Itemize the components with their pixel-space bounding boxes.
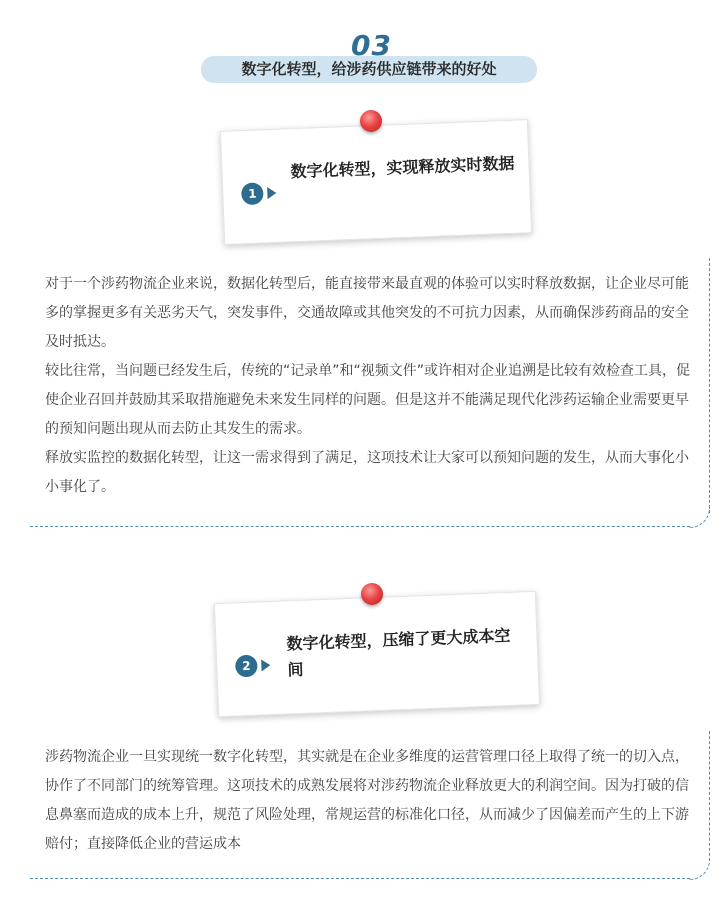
dotted-border-right	[709, 258, 710, 513]
dotted-border-bottom	[30, 526, 690, 527]
number-badge-2: 2	[235, 655, 258, 678]
dotted-border-right	[709, 731, 710, 861]
section-number: 03	[351, 29, 392, 62]
arrow-right-icon	[261, 659, 270, 671]
pushpin-icon	[361, 583, 383, 605]
paragraph: 涉药物流企业一旦实现统一数字化转型，其实就是在企业多维度的运营管理口径上取得了统一的切入点，协作了不同部门的统筹管理。这项技术的成熟发展将对涉药物流企业释放更大的利润空间。因为打破的信息鼻塞而造成的成本上升，规范了风险处理，常规运营的标准化口径，从而减少了因偏差而产生的上下游赔付；直接降低企业的营运成本	[45, 749, 689, 852]
dotted-border-bottom	[30, 878, 690, 879]
section-card-2	[214, 591, 540, 717]
card-title-2: 数字化转型，压缩了更大成本空间	[286, 625, 511, 680]
paragraph: 对于一个涉药物流企业来说，数据化转型后，能直接带来最直观的体验可以实时释放数据，让企业尽可能多的掌握更多有关恶劣天气，突发事件，交通故障或其他突发的不可抗力因素，从而确保涉药商品的安全及时抵达。	[45, 276, 689, 350]
paragraph: 较比往常，当问题已经发生后，传统的“记录单”和“视频文件”或许相对企业追溯是比较有效检查工具，促使企业召回并鼓励其采取措施避免未来发生同样的问题。但是这并不能满足现代化涉药运输企业需要更早的预知问题出现从而去防止其发生的需求。	[45, 363, 691, 437]
section-title: 数字化转型，给涉药供应链带来的好处	[201, 56, 537, 83]
dotted-border-corner	[689, 859, 710, 880]
pushpin-icon	[360, 110, 382, 132]
arrow-right-icon	[267, 187, 276, 199]
number-badge-1: 1	[241, 182, 264, 205]
section-body-1	[45, 270, 695, 502]
card-title-1: 数字化转型，实现释放实时数据	[290, 153, 515, 182]
section-body-2	[45, 743, 695, 859]
paragraph: 释放实监控的数据化转型，让这一需求得到了满足，这项技术让大家可以预知问题的发生，从而大事化小小事化了。	[45, 450, 689, 495]
dotted-border-corner	[689, 507, 710, 528]
section-card-1	[220, 119, 532, 245]
